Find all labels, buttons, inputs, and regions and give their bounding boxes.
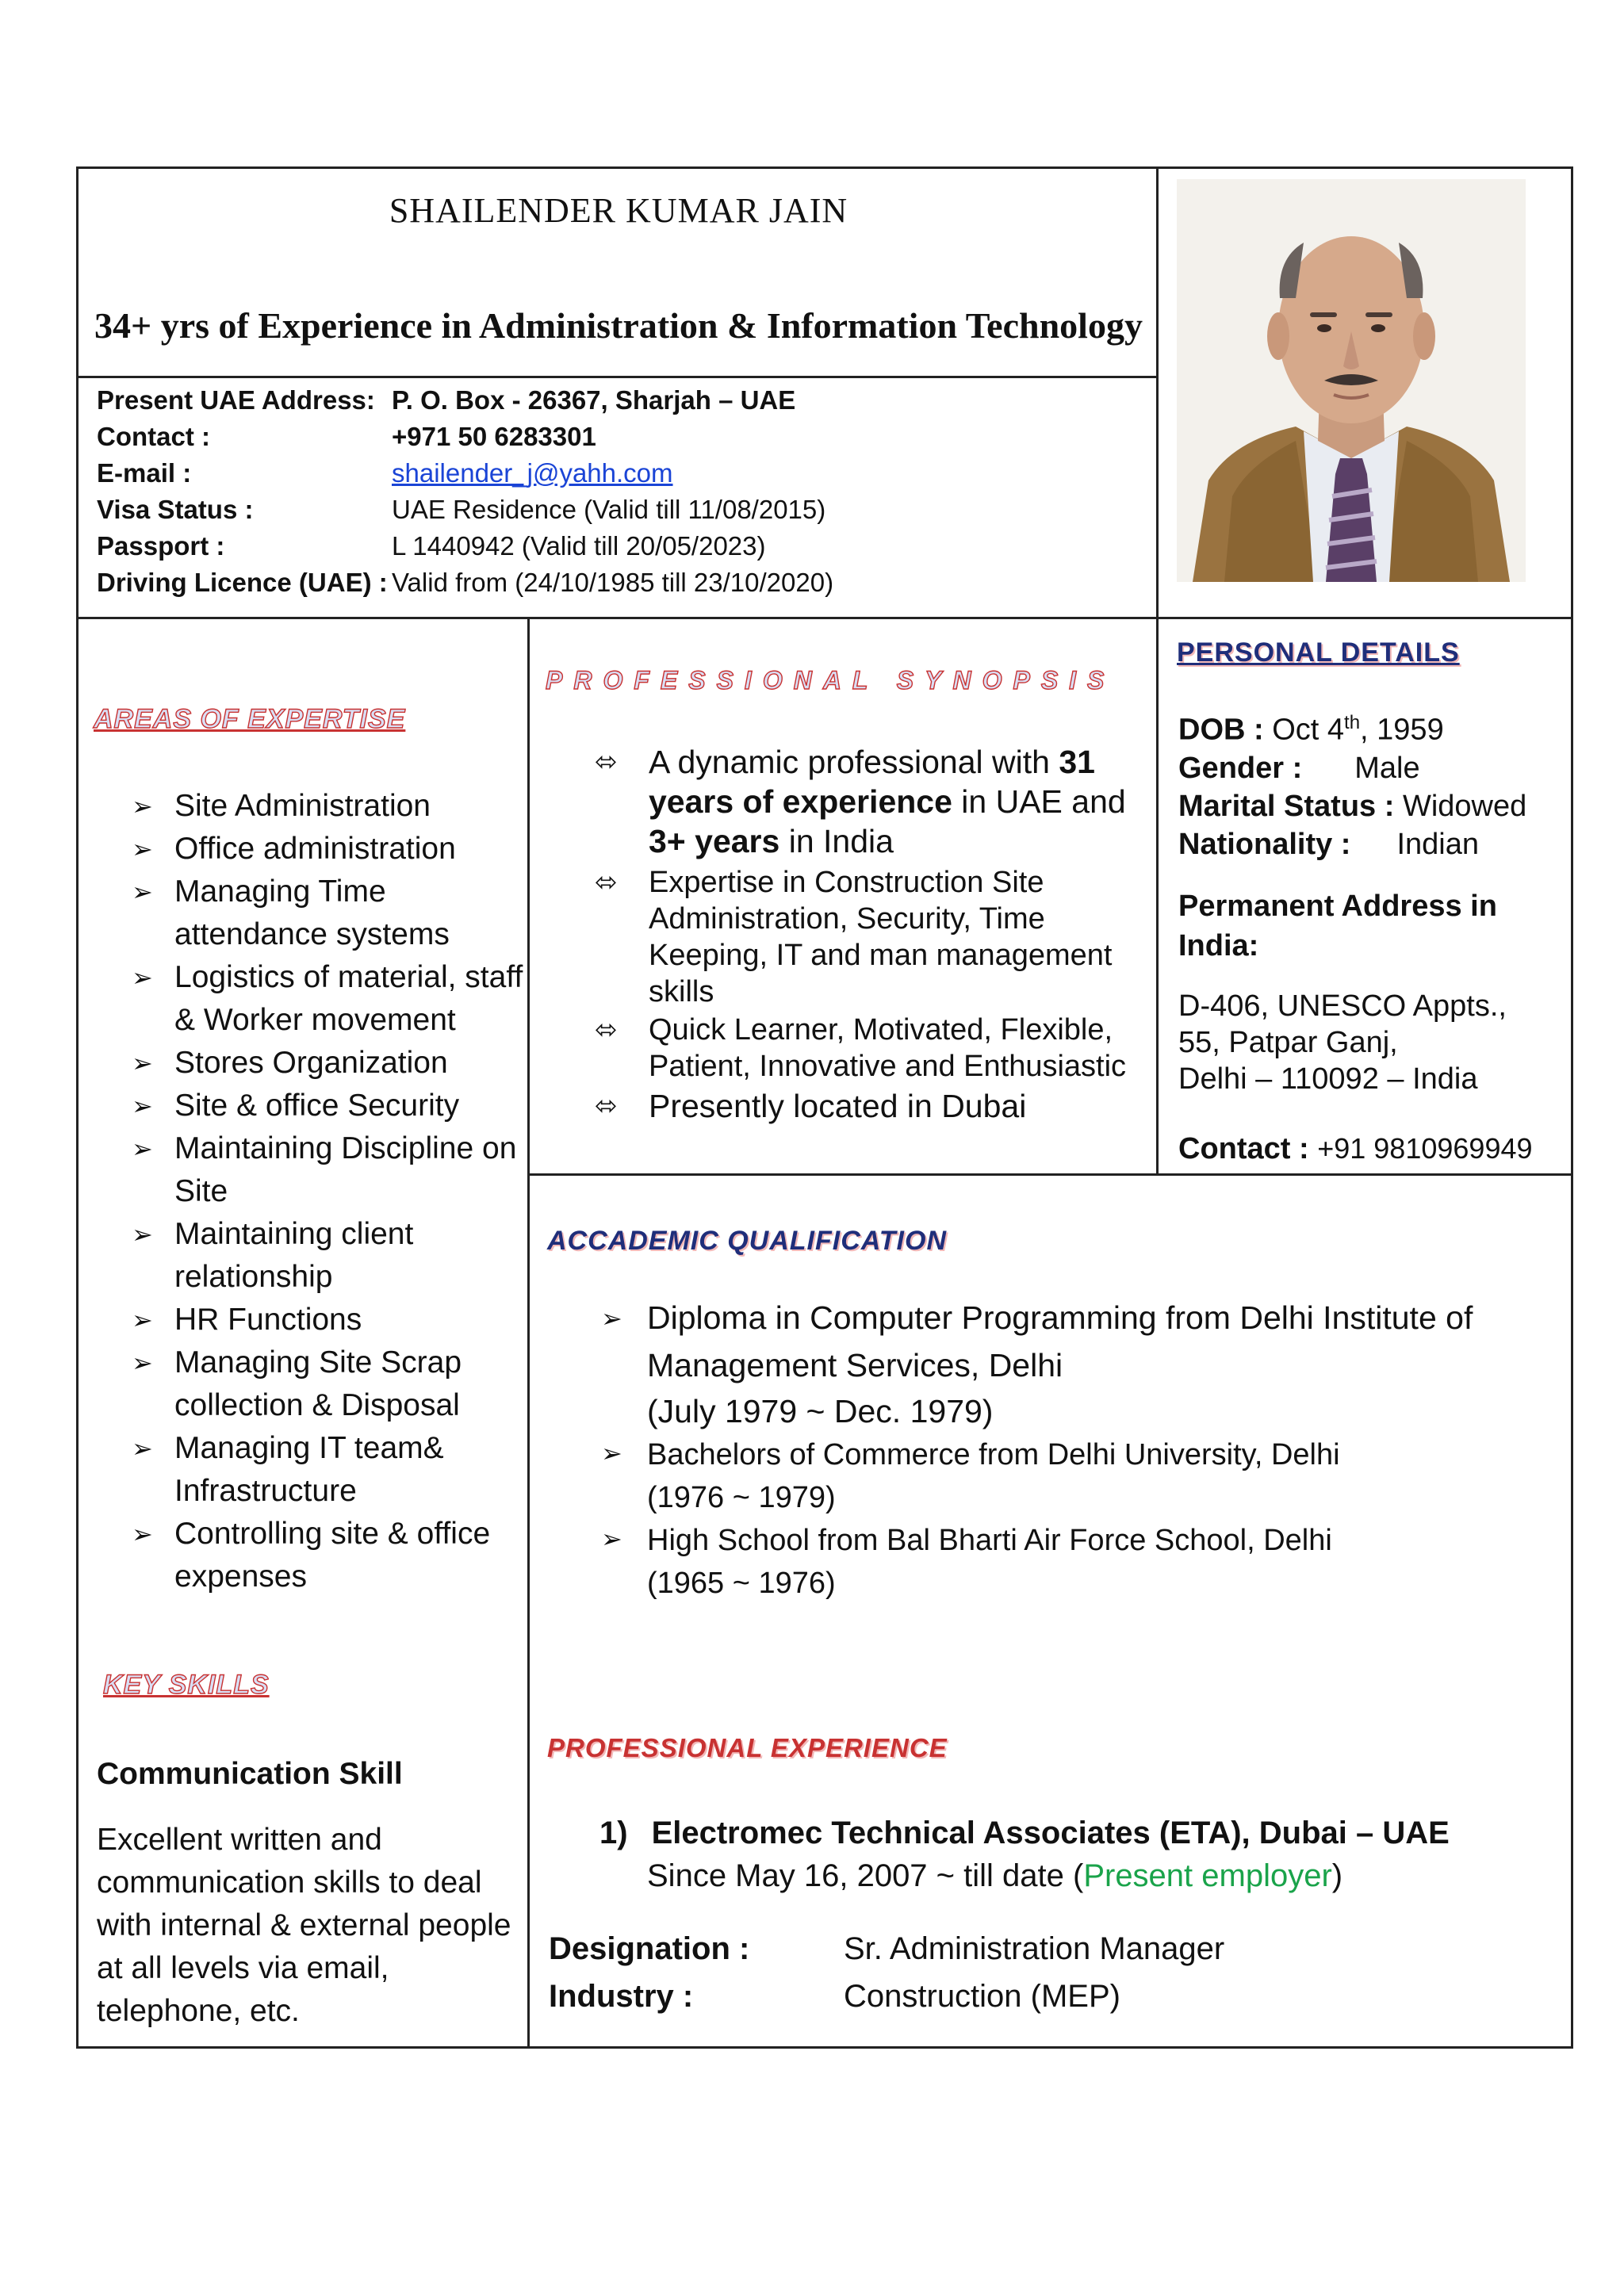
arrowhead-bullet-icon: ➢: [132, 1092, 153, 1120]
synopsis-title: PROFESSIONAL SYNOPSIS: [546, 666, 1116, 695]
list-item: ➢ Controlling site & office expenses: [76, 1513, 525, 1598]
contact-row: [97, 419, 1151, 455]
divider-contact: [76, 617, 1573, 619]
expertise-title: AREAS OF EXPERTISE: [94, 704, 406, 734]
contact-label: Contact :: [97, 422, 210, 451]
arrowhead-bullet-icon: ➢: [132, 1220, 153, 1249]
arrowhead-bullet-icon: ➢: [132, 963, 153, 992]
contact-row: [97, 528, 1151, 564]
arrowhead-bullet-icon: ➢: [132, 1306, 153, 1334]
arrowhead-bullet-icon: ➢: [132, 792, 153, 821]
list-item: ➢ Diploma in Computer Programming from Delhi Institute of Management Services, Delhi (July 1979 ~ Dec. 1979): [601, 1299, 1473, 1429]
arrowhead-bullet-icon: ➢: [132, 1349, 153, 1377]
list-item: ➢ Managing Site Scrap collection & Disposal: [76, 1341, 525, 1427]
list-item: ➢ Site Administration: [76, 785, 525, 828]
address-line: Delhi – 110092 – India: [1178, 1062, 1478, 1096]
list-item: ➢ High School from Bal Bharti Air Force School, Delhi (1965 ~ 1976): [601, 1524, 1332, 1600]
contact-label: Passport :: [97, 531, 225, 561]
address-line: 55, Patpar Ganj,: [1178, 1026, 1398, 1059]
india-contact-row: Contact : +91 9810969949: [1178, 1132, 1533, 1165]
contact-value: P. O. Box - 26367, Sharjah – UAE: [392, 385, 796, 415]
arrowhead-bullet-icon: ➢: [132, 1135, 153, 1163]
list-item: ➢ Logistics of material, staff & Worker movement: [76, 956, 525, 1042]
list-item: ➢ Stores Organization: [76, 1042, 525, 1085]
contact-row: [97, 564, 1151, 601]
list-item: ⬄ Quick Learner, Motivated, Flexible, Patient, Innovative and Enthusiastic: [595, 1013, 1127, 1083]
contact-label: Visa Status :: [97, 495, 254, 524]
designation-row: Designation : Sr. Administration Manager: [549, 1931, 1225, 1966]
list-item: ➢ HR Functions: [76, 1299, 525, 1341]
list-item: ➢ Bachelors of Commerce from Delhi University, Delhi (1976 ~ 1979): [601, 1438, 1340, 1514]
marital-row: Marital Status : Widowed: [1178, 790, 1527, 823]
divider-left-column: [527, 617, 530, 2049]
experience-company-row: 1) Electromec Technical Associates (ETA), Dubai – UAE: [599, 1816, 1450, 1850]
list-item: ➢ Managing Time attendance systems: [76, 871, 525, 956]
dob-row: DOB : Oct 4th, 1959: [1178, 712, 1444, 747]
permanent-address-label: Permanent Address in: [1178, 890, 1497, 923]
arrowhead-bullet-icon: ➢: [601, 1439, 622, 1468]
contact-row: [97, 455, 1151, 492]
arrowhead-bullet-icon: ➢: [601, 1525, 622, 1553]
headline: 34+ yrs of Experience in Administration & Information Technology: [94, 305, 1143, 346]
list-item: ⬄ Presently located in Dubai: [595, 1088, 1027, 1124]
candidate-name: SHAILENDER KUMAR JAIN: [389, 191, 848, 230]
double-arrow-bullet-icon: ⬄: [595, 747, 618, 777]
arrowhead-bullet-icon: ➢: [132, 878, 153, 906]
portrait-illustration: [1177, 179, 1526, 582]
arrowhead-bullet-icon: ➢: [132, 1434, 153, 1463]
key-skill-description: Excellent written and communication skills to deal with internal & external people at all levels via email, telephone, etc.: [97, 1823, 511, 2028]
arrowhead-bullet-icon: ➢: [601, 1304, 622, 1333]
contact-label: Present UAE Address:: [97, 385, 375, 415]
list-item: ⬄ A dynamic professional with 31 years of experience in UAE and 3+ years in India: [595, 744, 1126, 859]
double-arrow-bullet-icon: ⬄: [595, 867, 618, 897]
address-line: D-406, UNESCO Appts.,: [1178, 989, 1507, 1023]
arrowhead-bullet-icon: ➢: [132, 835, 153, 863]
experience-title: PROFESSIONAL EXPERIENCE: [547, 1733, 948, 1762]
profile-photo: [1177, 179, 1526, 582]
contact-block: [97, 382, 1151, 601]
contact-value: UAE Residence (Valid till 11/08/2015): [392, 495, 826, 524]
contact-value: Valid from (24/10/1985 till 23/10/2020): [392, 568, 834, 597]
arrowhead-bullet-icon: ➢: [132, 1049, 153, 1077]
list-item: ➢ Maintaining client relationship: [76, 1213, 525, 1299]
list-item: ➢ Managing IT team& Infrastructure: [76, 1427, 525, 1513]
present-employer-label: Present employer: [1083, 1858, 1332, 1893]
list-item: ➢ Office administration: [76, 828, 525, 871]
permanent-address-label: India:: [1178, 929, 1259, 962]
personal-details-title: PERSONAL DETAILS: [1177, 637, 1460, 668]
synopsis-list: [595, 742, 1150, 1129]
contact-row: [97, 492, 1151, 528]
double-arrow-bullet-icon: ⬄: [595, 1015, 618, 1045]
list-item: ⬄ Expertise in Construction Site Administration, Security, Time Keeping, IT and man management skills: [595, 866, 1113, 1008]
gender-row: Gender : Male: [1178, 752, 1420, 785]
academic-list: [547, 1294, 1562, 1605]
industry-row: Industry : Construction (MEP): [549, 1979, 1120, 2014]
list-item: ➢ Maintaining Discipline on Site: [76, 1127, 525, 1213]
key-skill-heading: Communication Skill: [97, 1757, 403, 1791]
academic-title: ACCADEMIC QUALIFICATION: [547, 1226, 947, 1256]
arrowhead-bullet-icon: ➢: [132, 1520, 153, 1548]
double-arrow-bullet-icon: ⬄: [595, 1091, 618, 1121]
experience-dates: Since May 16, 2007 ~ till date (Present employer): [647, 1858, 1343, 1893]
contact-row: [97, 382, 1151, 419]
email-link[interactable]: shailender_j@yahh.com: [392, 458, 673, 488]
key-skills-title: KEY SKILLS: [103, 1670, 270, 1700]
contact-label: E-mail :: [97, 458, 192, 488]
divider-synopsis: [527, 1173, 1573, 1176]
contact-value: L 1440942 (Valid till 20/05/2023): [392, 531, 766, 561]
list-item: ➢ Site & office Security: [76, 1085, 525, 1127]
contact-value: +971 50 6283301: [392, 422, 596, 451]
nationality-row: Nationality : Indian: [1178, 828, 1480, 861]
contact-label: Driving Licence (UAE) :: [97, 568, 388, 597]
expertise-list: [76, 785, 525, 1598]
